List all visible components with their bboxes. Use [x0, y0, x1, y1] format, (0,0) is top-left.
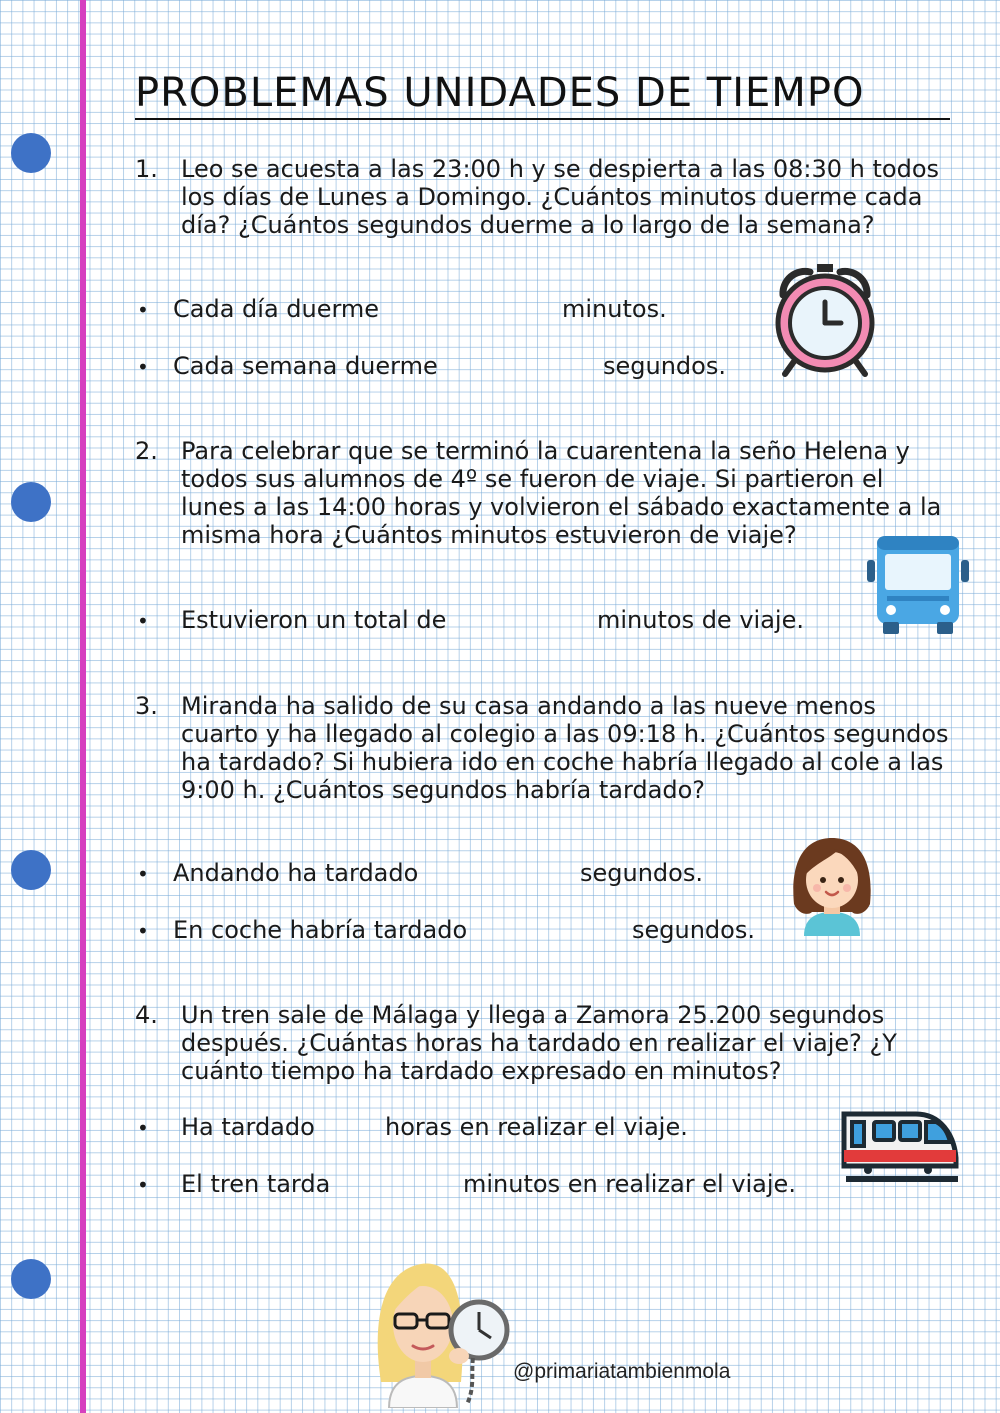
binder-hole [11, 850, 51, 890]
bullet: • [137, 355, 149, 379]
notebook-margin-line [80, 0, 86, 1413]
answer-prefix: El tren tarda [181, 1170, 331, 1198]
bullet: • [137, 1116, 149, 1140]
answer-prefix: Estuvieron un total de [181, 606, 447, 634]
bullet: • [137, 919, 149, 943]
answer-prefix: En coche habría tardado [173, 916, 468, 944]
girl-avatar-icon [786, 832, 878, 936]
answer-suffix: segundos. [580, 859, 703, 887]
answer-prefix: Ha tardado [181, 1113, 315, 1141]
train-icon [838, 1100, 962, 1192]
answer-suffix: horas en realizar el viaje. [385, 1113, 688, 1141]
problem-number: 2. [135, 437, 158, 465]
problem-text: Leo se acuesta a las 23:00 h y se despierta a las 08:30 h todos los días de Lunes a Domingo. ¿Cuántos minutos duerme cada día? ¿Cuántos segundos duerme a lo largo de la semana? [181, 155, 940, 239]
problem-text: Miranda ha salido de su casa andando a las nueve menos cuarto y ha llegado al colegio a las 09:18 h. ¿Cuántos segundos ha tardado? Si hubiera ido en coche habría llegado al cole a las 9:00 h. ¿Cuántos segundos habría tardado? [181, 692, 949, 804]
bullet: • [137, 609, 149, 633]
binder-hole [11, 133, 51, 173]
binder-hole [11, 482, 51, 522]
answer-suffix: minutos de viaje. [597, 606, 804, 634]
answer-prefix: Cada día duerme [173, 295, 380, 323]
problem-2 [135, 437, 955, 549]
problem-text: Un tren sale de Málaga y llega a Zamora 25.200 segundos después. ¿Cuántas horas ha tardado en realizar el viaje? ¿Y cuánto tiempo ha tardado expresado en minutos? [181, 1001, 897, 1085]
author-handle: @primariatambienmola [513, 1360, 731, 1383]
teacher-with-clock-icon [363, 1252, 513, 1408]
problem-number: 3. [135, 692, 158, 720]
problem-4 [135, 1001, 955, 1085]
problem-number: 1. [135, 155, 158, 183]
answer-suffix: minutos. [562, 295, 667, 323]
problem-3 [135, 692, 955, 804]
answer-suffix: segundos. [632, 916, 755, 944]
problem-1 [135, 155, 955, 239]
answer-prefix: Cada semana duerme [173, 352, 438, 380]
answer-suffix: minutos en realizar el viaje. [463, 1170, 796, 1198]
problem-number: 4. [135, 1001, 158, 1029]
bullet: • [137, 862, 149, 886]
problem-text: Para celebrar que se terminó la cuarentena la seño Helena y todos sus alumnos de 4º se fueron de viaje. Si partieron el lunes a las 14:00 horas y volvieron el sábado exactamente a la misma hora ¿Cuántos minutos estuvieron de viaje? [181, 437, 942, 549]
answer-prefix: Andando ha tardado [173, 859, 419, 887]
answer-suffix: segundos. [603, 352, 726, 380]
binder-hole [11, 1259, 51, 1299]
bus-icon [865, 530, 971, 638]
bullet: • [137, 1173, 149, 1197]
bullet: • [137, 298, 149, 322]
page-title: PROBLEMAS UNIDADES DE TIEMPO [135, 70, 950, 120]
alarm-clock-icon [765, 260, 885, 380]
